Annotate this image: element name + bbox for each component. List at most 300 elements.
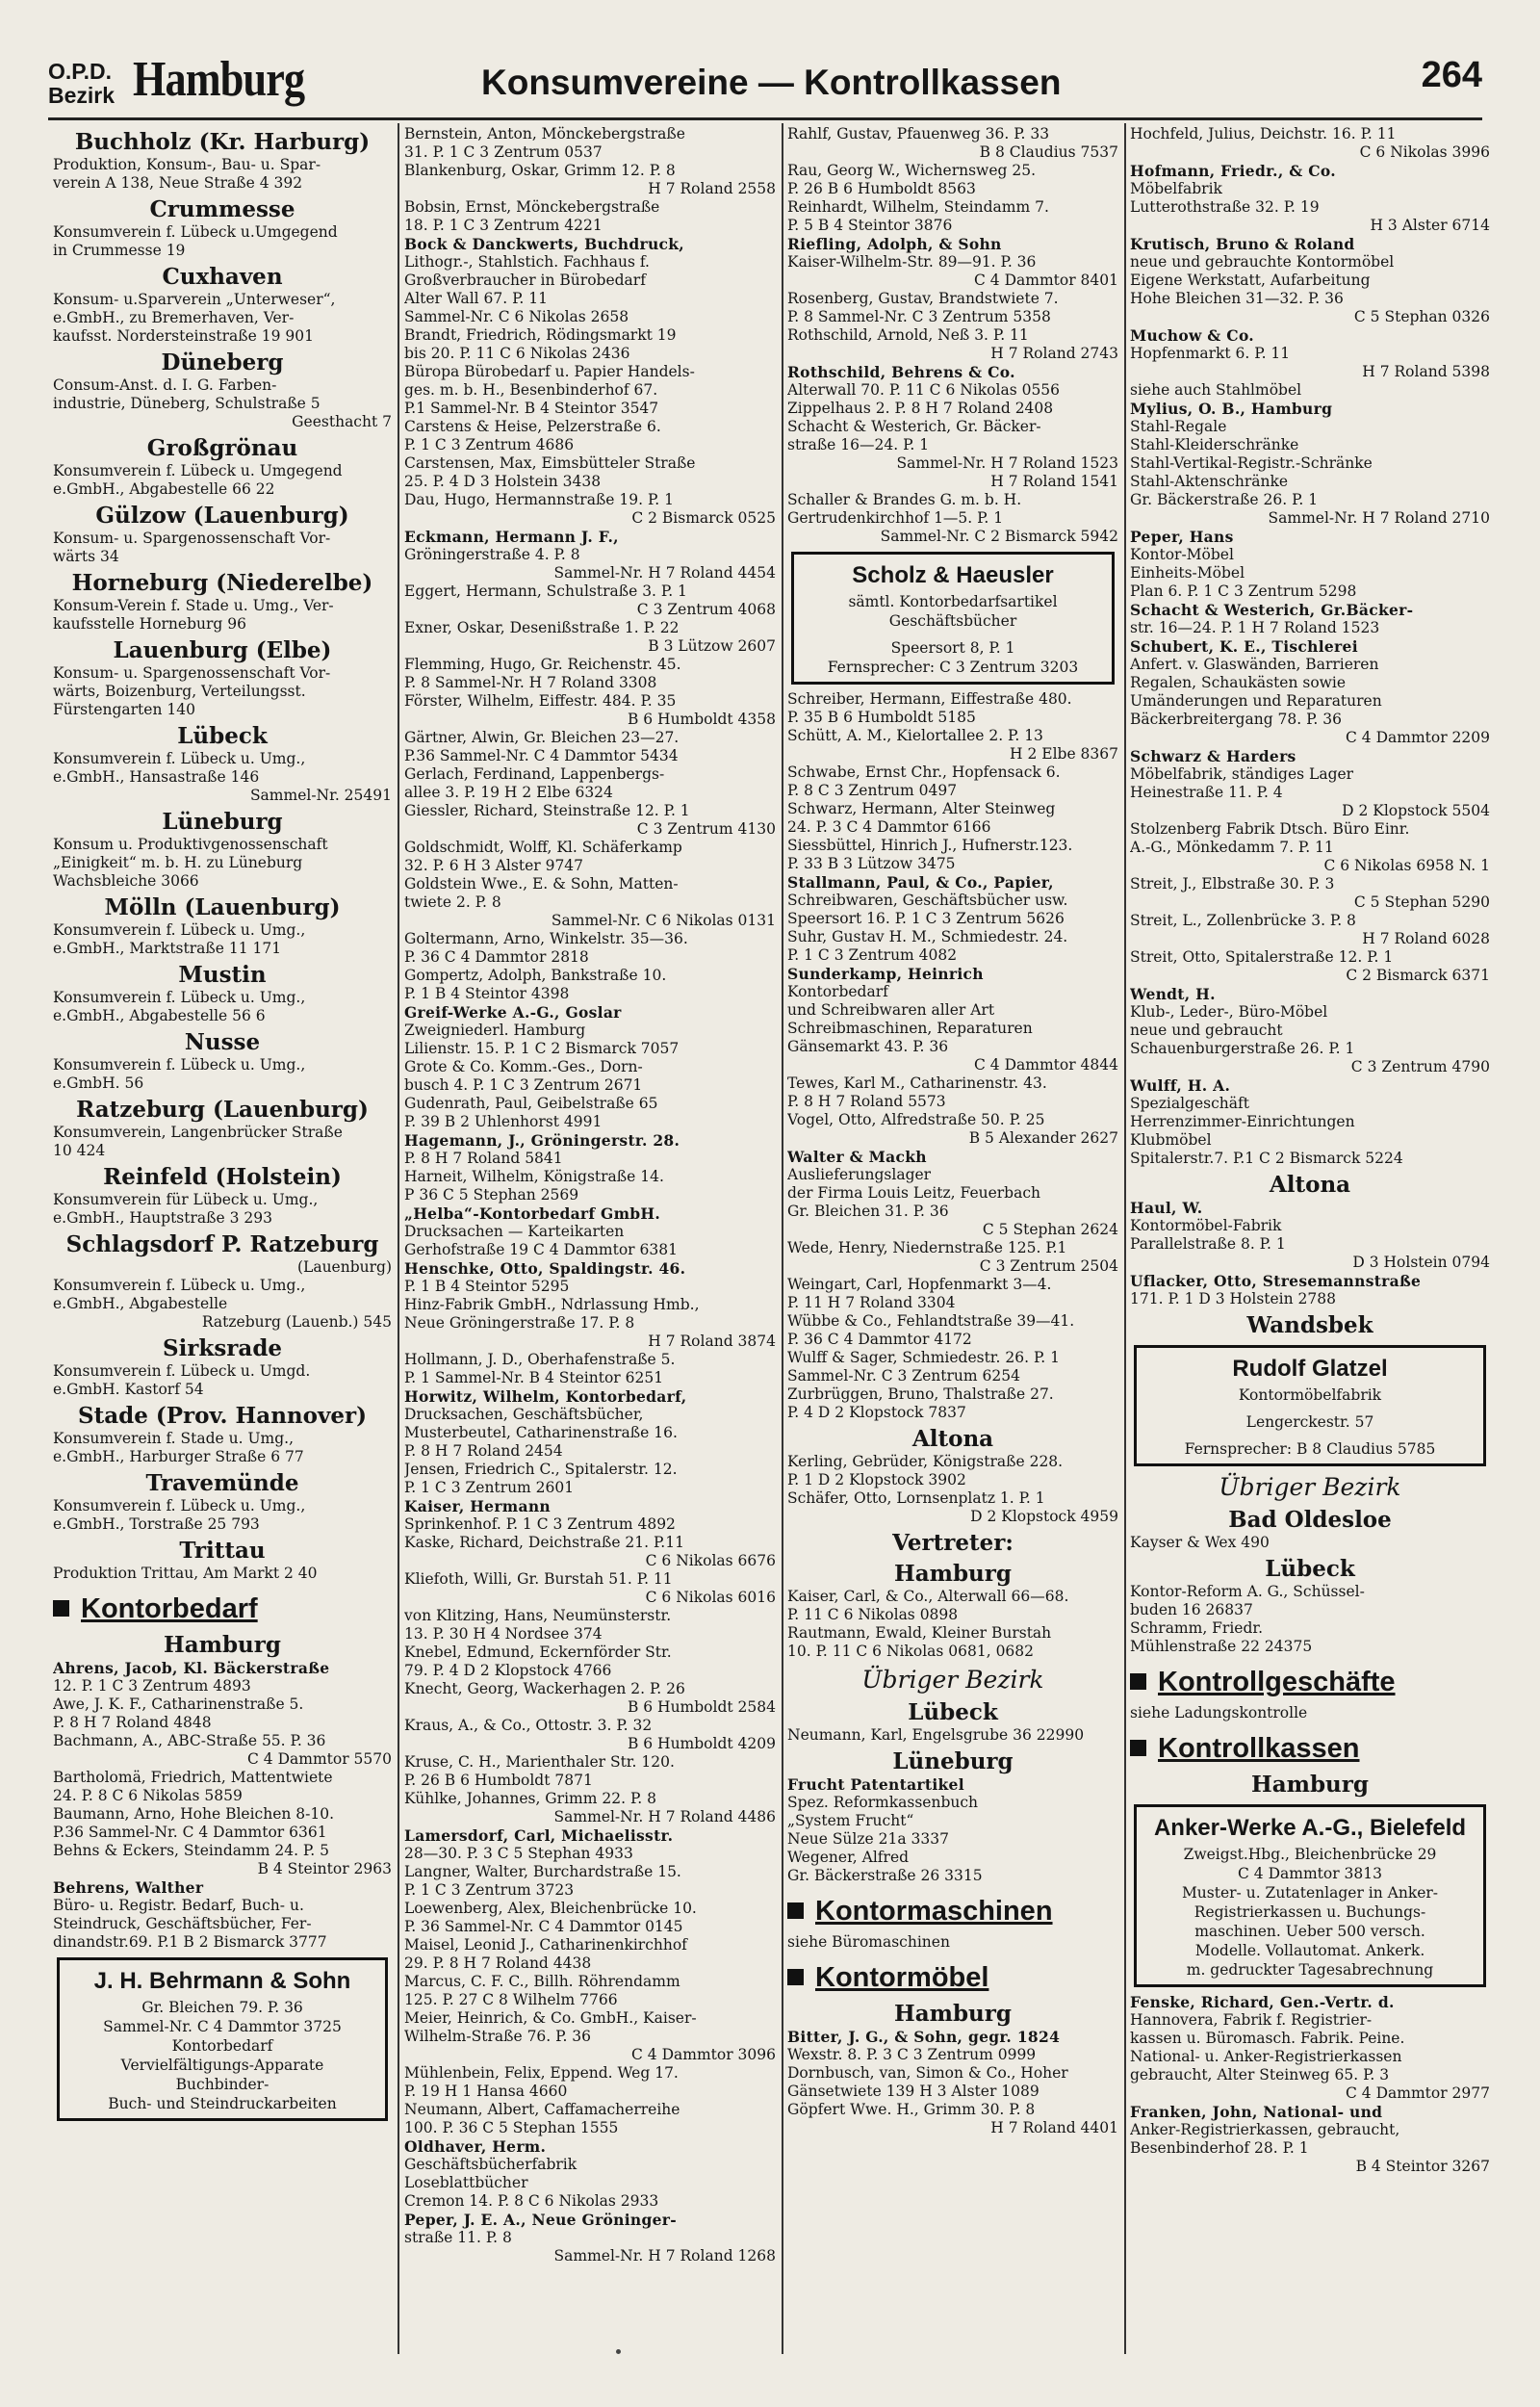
phone-line: C 6 Nikolas 6676	[645, 1552, 776, 1569]
region-heading: Übriger Bezirk	[1219, 1473, 1401, 1501]
entry-line: Streit, J., Elbstraße 30. P. 3	[1130, 875, 1335, 893]
entry-line: e.GmbH., Marktstraße 11 171	[53, 940, 282, 957]
entry-line: 28—30. P. 3 C 5 Stephan 4933	[404, 1845, 633, 1862]
entry-line: Lutterothstraße 32. P. 19	[1130, 198, 1320, 216]
column-4	[1130, 125, 1490, 2354]
phone-line: H 7 Roland 6028	[1362, 930, 1490, 947]
advertisement-line	[1146, 1432, 1474, 1439]
section-title: Kontrollkassen	[1158, 1733, 1360, 1764]
phone-line: C 2 Bismarck 0525	[631, 509, 776, 527]
entry-line: P. 8 Sammel-Nr. H 7 Roland 3308	[404, 674, 657, 691]
entry-line: P. 11 H 7 Roland 3304	[787, 1294, 956, 1311]
entry-line: Gertrudenkirchhof 1—5. P. 1	[787, 509, 1004, 527]
entry-line: 125. P. 27 C 8 Wilhelm 7766	[404, 1991, 618, 2008]
firm-name: Schwarz & Harders	[1130, 747, 1296, 765]
entry-line: Kruse, C. H., Marienthaler Str. 120.	[404, 1753, 675, 1771]
advertisement-line: m. gedruckter Tagesabrechnung	[1186, 1961, 1434, 1979]
entry-line: Hopfenmarkt 6. P. 11	[1130, 345, 1291, 362]
entry-line: Consum-Anst. d. I. G. Farben-	[53, 376, 277, 394]
firm-name: Lamersdorf, Carl, Michaelisstr.	[404, 1826, 674, 1845]
entry-line: Schaller & Brandes G. m. b. H.	[787, 491, 1022, 508]
phone-line: C 4 Dammtor 5570	[247, 1750, 392, 1768]
entry-line: P. 8 C 3 Zentrum 0497	[787, 782, 958, 799]
phone-line: D 2 Klopstock 4959	[970, 1508, 1118, 1525]
entry-line: twiete 2. P. 8	[404, 893, 501, 911]
place-heading: Lübeck	[177, 723, 268, 749]
entry-line: Bäckerbreitergang 78. P. 36	[1130, 711, 1342, 728]
entry-line: Zippelhaus 2. P. 8 H 7 Roland 2408	[787, 400, 1054, 417]
entry-line: gebraucht, Alter Steinweg 65. P. 3	[1130, 2066, 1390, 2083]
entry-line: Einheits-Möbel	[1130, 564, 1245, 582]
entry-line: Harneit, Wilhelm, Königstraße 14.	[404, 1168, 664, 1185]
entry-line: 18. P. 1 C 3 Zentrum 4221	[404, 217, 603, 234]
section-square-icon	[1130, 1673, 1146, 1690]
entry-line: siehe Ladungskontrolle	[1130, 1704, 1308, 1721]
entry-line: Exner, Oskar, Desenißstraße 1. P. 22	[404, 619, 680, 636]
firm-name: Eckmann, Hermann J. F.,	[404, 528, 619, 546]
entry-line: Rothschild, Arnold, Neß 3. P. 11	[787, 326, 1029, 344]
entry-line: Gerlach, Ferdinand, Lappenbergs-	[404, 765, 665, 783]
advertisement-name: J. H. Behrmann & Sohn	[93, 1968, 351, 1994]
section-heading	[1130, 1664, 1490, 1700]
entry-line: Meier, Heinrich, & Co. GmbH., Kaiser-	[404, 2009, 697, 2027]
entry-line: 10 424	[53, 1142, 106, 1159]
entry-line: von Klitzing, Hans, Neumünsterstr.	[404, 1607, 672, 1624]
entry-line: Suhr, Gustav H. M., Schmiedestr. 24.	[787, 928, 1068, 945]
phone-line: H 7 Roland 2558	[648, 180, 776, 197]
entry-line: Konsum- u. Spargenossenschaft Vor-	[53, 530, 331, 547]
phone-line: B 5 Alexander 2627	[968, 1129, 1118, 1147]
column-divider	[398, 123, 399, 2354]
entry-line: Konsumverein f. Lübeck u. Umg.,	[53, 989, 306, 1006]
phone-line: B 4 Steintor 2963	[257, 1860, 392, 1877]
phone-line: Sammel-Nr. H 7 Roland 1268	[553, 2247, 776, 2265]
entry-line: 12. P. 1 C 3 Zentrum 4893	[53, 1677, 251, 1695]
entry-line: buden 16 26837	[1130, 1601, 1253, 1618]
entry-line: Geschäftsbücherfabrik	[404, 2156, 578, 2173]
entry-line: Kliefoth, Willi, Gr. Burstah 51. P. 11	[404, 1570, 673, 1588]
entry-line: Auslieferungslager	[787, 1166, 932, 1183]
entry-line: Wulff & Sager, Schmiedestr. 26. P. 1	[787, 1349, 1060, 1366]
entry-line: Rosenberg, Gustav, Brandstwiete 7.	[787, 290, 1059, 307]
phone-line: C 3 Zentrum 4790	[1350, 1058, 1490, 1075]
entry-line: Neumann, Albert, Caffamacherreihe	[404, 2101, 680, 2118]
entry-line: Gröningerstraße 4. P. 8	[404, 546, 580, 563]
column-1	[53, 125, 392, 2354]
entry-line: Konsumverein f. Stade u. Umg.,	[53, 1430, 295, 1447]
column-divider	[1124, 123, 1126, 2354]
phone-line: H 7 Roland 1541	[990, 473, 1118, 490]
entry-line: P. 8 H 7 Roland 4848	[53, 1714, 212, 1731]
entry-line: Herrenzimmer-Einrichtungen	[1130, 1113, 1355, 1130]
advertisement-name: Rudolf Glatzel	[1232, 1356, 1388, 1382]
firm-name: Krutisch, Bruno & Roland	[1130, 235, 1355, 253]
entry-line: P. 1 D 2 Klopstock 3902	[787, 1471, 966, 1488]
firm-name: Peper, J. E. A., Neue Gröninger-	[404, 2211, 677, 2229]
advertisement-line: Buchbinder-	[175, 2076, 270, 2093]
entry-line: 13. P. 30 H 4 Nordsee 374	[404, 1625, 603, 1643]
entry-line: Produktion, Konsum-, Bau- u. Spar-	[53, 156, 321, 173]
entry-line: P. 1 C 3 Zentrum 4082	[787, 946, 958, 964]
entry-line: Klub-, Leder-, Büro-Möbel	[1130, 1003, 1328, 1021]
entry-line: Regalen, Schaukästen sowie	[1130, 674, 1347, 691]
firm-name: Riefling, Adolph, & Sohn	[787, 235, 1002, 253]
entry-line: der Firma Louis Leitz, Feuerbach	[787, 1184, 1041, 1202]
entry-line: Neumann, Karl, Engelsgrube 36 22990	[787, 1726, 1085, 1744]
entry-line: Konsumverein f. Lübeck u. Umg.,	[53, 1056, 306, 1074]
entry-line: kaufsst. Nordersteinstraße 19 901	[53, 327, 314, 345]
entry-line: e.GmbH., Torstraße 25 793	[53, 1515, 260, 1533]
section-square-icon	[1130, 1740, 1146, 1756]
print-speck	[616, 2349, 621, 2354]
entry-line: ges. m. b. H., Besenbinderhof 67.	[404, 381, 658, 399]
entry-line: Kaiser-Wilhelm-Str. 89—91. P. 36	[787, 253, 1037, 271]
entry-line: Eigene Werkstatt, Aufarbeitung	[1130, 272, 1371, 289]
entry-line: Großverbraucher in Bürobedarf	[404, 272, 646, 289]
entry-line: e.GmbH., Hauptstraße 3 293	[53, 1209, 272, 1227]
advertisement-line: Muster- u. Zutatenlager in Anker-	[1181, 1884, 1439, 1902]
advertisement-line: Kontormöbelfabrik	[1238, 1386, 1382, 1404]
advertisement-line: Modelle. Vollautomat. Ankerk.	[1194, 1942, 1425, 1959]
entry-line: Parallelstraße 8. P. 1	[1130, 1235, 1286, 1253]
entry-line: Hohe Bleichen 31—32. P. 36	[1130, 290, 1344, 307]
section-title: Kontorbedarf	[81, 1593, 258, 1624]
entry-line: Sammel-Nr. C 6 Nikolas 2658	[404, 308, 629, 325]
entry-line: P. 5 B 4 Steintor 3876	[787, 217, 953, 234]
entry-line: Langner, Walter, Burchardstraße 15.	[404, 1863, 681, 1880]
entry-line: Marcus, C. F. C., Billh. Röhrendamm	[404, 1973, 680, 1990]
entry-line: Hollmann, J. D., Oberhafenstraße 5.	[404, 1351, 676, 1368]
entry-line: P. 1 B 4 Steintor 4398	[404, 985, 570, 1002]
entry-line: Flemming, Hugo, Gr. Reichenstr. 45.	[404, 656, 681, 673]
phone-line: C 6 Nikolas 6016	[645, 1589, 776, 1606]
phone-line: C 4 Dammtor 3096	[631, 2046, 776, 2063]
entry-line: e.GmbH. 56	[53, 1074, 144, 1092]
entry-line: e.GmbH., zu Bremerhaven, Ver-	[53, 309, 295, 326]
entry-line: Schacht & Westerich, Gr. Bäcker-	[787, 418, 1041, 435]
entry-line: Kontor-Reform A. G., Schüssel-	[1130, 1583, 1365, 1600]
phone-line: C 3 Zentrum 2504	[979, 1257, 1118, 1275]
place-heading: Gülzow (Lauenburg)	[95, 503, 349, 529]
entry-line: Heinestraße 11. P. 4	[1130, 784, 1283, 801]
entry-line: Kayser & Wex 490	[1130, 1534, 1270, 1551]
section-heading	[1130, 1730, 1490, 1767]
entry-line: Dornbusch, van, Simon & Co., Hoher	[787, 2064, 1068, 2082]
entry-line: e.GmbH., Harburger Straße 6 77	[53, 1448, 304, 1465]
advertisement-line: Zweigst.Hbg., Bleichenbrücke 29	[1183, 1846, 1437, 1863]
advertisement-line: Speersort 8, P. 1	[890, 639, 1015, 657]
advertisement-line: sämtl. Kontorbedarfsartikel	[848, 593, 1058, 610]
entry-line: Hannovera, Fabrik f. Registrier-	[1130, 2011, 1373, 2029]
entry-line: Goltermann, Arno, Winkelstr. 35—36.	[404, 930, 688, 947]
bezirk-label: Bezirk	[48, 83, 116, 108]
advertisement-line: Gr. Bleichen 79. P. 36	[141, 1999, 303, 2016]
section-heading	[787, 1893, 1118, 1929]
entry-line: 32. P. 6 H 3 Alster 9747	[404, 857, 584, 874]
entry-line: Neue Sülze 21a 3337	[787, 1830, 949, 1848]
phone-line: H 7 Roland 2743	[990, 345, 1118, 362]
entry-line: Maisel, Leonid J., Catharinenkirchhof	[404, 1936, 687, 1954]
entry-line: Konsumverein, Langenbrücker Straße	[53, 1124, 343, 1141]
phone-line: B 3 Lützow 2607	[648, 637, 776, 655]
entry-line: Wegener, Alfred	[787, 1849, 910, 1866]
entry-line: 25. P. 4 D 3 Holstein 3438	[404, 473, 602, 490]
entry-line: 100. P. 36 C 5 Stephan 1555	[404, 2119, 619, 2136]
entry-line: Möbelfabrik	[1130, 180, 1222, 197]
entry-line: Wachsbleiche 3066	[53, 872, 199, 890]
firm-name: Henschke, Otto, Spaldingstr. 46.	[404, 1259, 686, 1278]
entry-line: Schreibmaschinen, Reparaturen	[787, 1020, 1033, 1037]
firm-name: Bitter, J. G., & Sohn, gegr. 1824	[787, 2028, 1061, 2046]
entry-line: Konsum-Verein f. Stade u. Umg., Ver-	[53, 597, 334, 614]
entry-line: P. 8 H 7 Roland 5573	[787, 1093, 946, 1110]
firm-name: Behrens, Walther	[53, 1878, 204, 1897]
entry-line: Förster, Wilhelm, Eiffestr. 484. P. 35	[404, 692, 677, 710]
page-header	[48, 50, 1482, 120]
entry-line: Loewenberg, Alex, Bleichenbrücke 10.	[404, 1900, 697, 1917]
entry-line: bis 20. P. 11 C 6 Nikolas 2436	[404, 345, 630, 362]
entry-line: Drucksachen — Karteikarten	[404, 1223, 625, 1240]
entry-line: str. 16—24. P. 1 H 7 Roland 1523	[1130, 619, 1380, 636]
entry-line: Bernstein, Anton, Mönckebergstraße	[404, 125, 685, 142]
firm-name: Frucht Patentartikel	[787, 1775, 964, 1794]
advertisement-name: Scholz & Haeusler	[852, 562, 1054, 588]
phone-line: C 6 Nikolas 6958 N. 1	[1323, 857, 1490, 874]
advertisement-line: Geschäftsbücher	[888, 612, 1017, 630]
entry-line: P. 8 H 7 Roland 5841	[404, 1150, 563, 1167]
entry-line: Stahl-Aktenschränke	[1130, 473, 1289, 490]
entry-line: 24. P. 8 C 6 Nikolas 5859	[53, 1787, 243, 1804]
place-heading: Lüneburg	[162, 809, 283, 835]
entry-line: 10. P. 11 C 6 Nikolas 0681, 0682	[787, 1643, 1035, 1660]
place-heading: Großgrönau	[146, 435, 298, 461]
entry-line: P. 11 C 6 Nikolas 0898	[787, 1606, 959, 1623]
phone-line: C 4 Dammtor 2209	[1346, 729, 1490, 746]
entry-line: siehe auch Stahlmöbel	[1130, 381, 1302, 399]
entry-line: und Schreibwaren aller Art	[787, 1001, 995, 1019]
entry-line: Gr. Bäckerstraße 26 3315	[787, 1867, 983, 1884]
firm-name: Wendt, H.	[1130, 985, 1216, 1003]
entry-line: Konsumverein f. Lübeck u.Umgegend	[53, 223, 338, 241]
entry-line: 79. P. 4 D 2 Klopstock 4766	[404, 1662, 612, 1679]
entry-line: Anker-Registrierkassen, gebraucht,	[1130, 2121, 1400, 2138]
place-heading: Lübeck	[1265, 1556, 1355, 1582]
entry-line: Gr. Bleichen 31. P. 36	[787, 1203, 949, 1220]
phone-line: C 5 Stephan 2624	[982, 1221, 1118, 1238]
advertisement-line: Sammel-Nr. C 4 Dammtor 3725	[103, 2018, 342, 2035]
entry-line: Bobsin, Ernst, Mönckebergstraße	[404, 198, 660, 216]
section-title: Kontrollgeschäfte	[1158, 1667, 1396, 1697]
entry-line: Goldschmidt, Wolff, Kl. Schäferkamp	[404, 839, 682, 856]
entry-line: Konsumverein f. Lübeck u. Umg.,	[53, 750, 306, 767]
phone-line: Ratzeburg (Lauenb.) 545	[201, 1313, 392, 1331]
entry-line: Konsumverein f. Lübeck u. Umgegend	[53, 462, 343, 479]
entry-line: Hinz-Fabrik GmbH., Ndrlassung Hmb.,	[404, 1296, 700, 1313]
place-heading: Sirksrade	[162, 1335, 283, 1361]
phone-line: H 7 Roland 5398	[1362, 363, 1490, 380]
firm-name: Kaiser, Hermann	[404, 1497, 551, 1515]
advertisement-line: Fernsprecher: B 8 Claudius 5785	[1184, 1440, 1436, 1458]
phone-line: H 7 Roland 3874	[648, 1333, 776, 1350]
entry-line: straße 16—24. P. 1	[787, 436, 930, 453]
section-heading	[787, 1959, 1118, 1996]
firm-name: Horwitz, Wilhelm, Kontorbedarf,	[404, 1387, 687, 1406]
firm-name: Greif-Werke A.-G., Goslar	[404, 1003, 622, 1022]
entry-line: Alterwall 70. P. 11 C 6 Nikolas 0556	[787, 381, 1061, 399]
entry-line: P. 1 C 3 Zentrum 2601	[404, 1479, 575, 1496]
firm-name: Uflacker, Otto, Stresemannstraße	[1130, 1272, 1422, 1290]
entry-line: e.GmbH., Abgabestelle 66 22	[53, 480, 275, 498]
entry-line: Kerling, Gebrüder, Königstraße 228.	[787, 1453, 1064, 1470]
firm-name: „Helba“-Kontorbedarf GmbH.	[404, 1204, 661, 1223]
entry-line: Gompertz, Adolph, Bankstraße 10.	[404, 967, 667, 984]
entry-line: Drucksachen, Geschäftsbücher,	[404, 1406, 644, 1423]
entry-line: 29. P. 8 H 7 Roland 4438	[404, 1954, 592, 1972]
phone-line: C 5 Stephan 0326	[1353, 308, 1490, 325]
entry-line: P. 33 B 3 Lützow 3475	[787, 855, 956, 872]
section-heading	[53, 1591, 392, 1627]
entry-line: Besenbinderhof 28. P. 1	[1130, 2139, 1309, 2157]
entry-line: wärts, Boizenburg, Verteilungsst.	[53, 683, 306, 700]
section-square-icon	[787, 1969, 804, 1985]
entry-line: e.GmbH., Abgabestelle 56 6	[53, 1007, 266, 1024]
firm-name: Franken, John, National- und	[1130, 2103, 1383, 2121]
phone-line: C 4 Dammtor 8401	[974, 272, 1118, 289]
place-heading: Bad Oldesloe	[1228, 1507, 1392, 1533]
phone-line: Sammel-Nr. C 6 Nikolas 0131	[551, 912, 776, 929]
entry-line: Blankenburg, Oskar, Grimm 12. P. 8	[404, 162, 676, 179]
entry-line: neue und gebraucht	[1130, 1022, 1283, 1039]
entry-line: dinandstr.69. P.1 B 2 Bismarck 3777	[53, 1933, 327, 1951]
entry-line: P. 36 Sammel-Nr. C 4 Dammtor 0145	[404, 1918, 683, 1935]
phone-line: C 5 Stephan 5290	[1353, 893, 1490, 911]
firm-name: Oldhaver, Herm.	[404, 2137, 547, 2156]
advertisement-name: Anker-Werke A.-G., Bielefeld	[1153, 1815, 1467, 1841]
phone-line: Sammel-Nr. H 7 Roland 4454	[553, 564, 776, 582]
entry-line: Carstensen, Max, Eimsbütteler Straße	[404, 454, 696, 472]
entry-line: Wede, Henry, Niedernstraße 125. P.1	[787, 1239, 1067, 1256]
entry-line: Kaiser, Carl, & Co., Alterwall 66—68.	[787, 1588, 1069, 1605]
section-title: Kontormöbel	[815, 1962, 989, 1993]
entry-line: Sprinkenhof. P. 1 C 3 Zentrum 4892	[404, 1515, 676, 1533]
entry-line: Kontorbedarf	[787, 983, 888, 1000]
firm-name: Wulff, H. A.	[1130, 1076, 1231, 1095]
place-heading: Vertreter:	[892, 1530, 1014, 1556]
entry-line: Rahlf, Gustav, Pfauenweg 36. P. 33	[787, 125, 1050, 142]
place-heading: Mölln (Lauenburg)	[104, 894, 341, 920]
entry-line: e.GmbH., Abgabestelle	[53, 1295, 228, 1312]
phone-line: D 2 Klopstock 5504	[1342, 802, 1490, 819]
entry-line: Kontor-Möbel	[1130, 546, 1234, 563]
entry-line: Stahl-Regale	[1130, 418, 1227, 435]
firm-name: Walter & Mackh	[787, 1148, 927, 1166]
phone-line: C 2 Bismarck 6371	[1346, 967, 1490, 984]
phone-line: (Lauenburg)	[296, 1258, 392, 1276]
entry-line: Konsum- u.Sparverein „Unterweser“,	[53, 291, 336, 308]
entry-line: Konsumverein für Lübeck u. Umg.,	[53, 1191, 319, 1208]
entry-line: Siessbüttel, Hinrich J., Hufnerstr.123.	[787, 837, 1073, 854]
section-square-icon	[787, 1902, 804, 1919]
firm-name: Stallmann, Paul, & Co., Papier,	[787, 873, 1054, 892]
entry-line: Vogel, Otto, Alfredstraße 50. P. 25	[787, 1111, 1045, 1128]
entry-line: 171. P. 1 D 3 Holstein 2788	[1130, 1290, 1336, 1307]
entry-line: neue und gebrauchte Kontormöbel	[1130, 253, 1395, 271]
entry-line: Konsumverein f. Lübeck u. Umg.,	[53, 921, 306, 939]
advertisement-line: Registrierkassen u. Buchungs-	[1194, 1903, 1426, 1921]
entry-line: Rau, Georg W., Wichernsweg 25.	[787, 162, 1036, 179]
entry-line: Rautmann, Ewald, Kleiner Burstah	[787, 1624, 1052, 1642]
firm-name: Ahrens, Jacob, Kl. Bäckerstraße	[53, 1659, 330, 1677]
place-heading: Schlagsdorf P. Ratzeburg	[65, 1231, 379, 1257]
entry-line: Wübbe & Co., Fehlandtstraße 39—41.	[787, 1312, 1075, 1330]
entry-line: Spezialgeschäft	[1130, 1095, 1249, 1112]
entry-line: Kontormöbel-Fabrik	[1130, 1217, 1282, 1234]
advertisement-box	[1134, 1345, 1486, 1466]
entry-line: P. 1 C 3 Zentrum 3723	[404, 1881, 575, 1899]
entry-line: Bachmann, A., ABC-Straße 55. P. 36	[53, 1732, 326, 1749]
phone-line: B 6 Humboldt 4358	[627, 711, 776, 728]
firm-name: Rothschild, Behrens & Co.	[787, 363, 1015, 381]
entry-line: Stahl-Kleiderschränke	[1130, 436, 1299, 453]
advertisement-line: Lengerckestr. 57	[1245, 1413, 1374, 1431]
place-heading: Wandsbek	[1246, 1312, 1373, 1338]
advertisement-line: Vervielfältigungs-Apparate	[120, 2057, 324, 2074]
entry-line: Streit, L., Zollenbrücke 3. P. 8	[1130, 912, 1356, 929]
entry-line: 31. P. 1 C 3 Zentrum 0537	[404, 143, 603, 161]
entry-line: e.GmbH. Kastorf 54	[53, 1381, 204, 1398]
entry-line: Göpfert Wwe. H., Grimm 30. P. 8	[787, 2101, 1036, 2118]
entry-line: Konsum- u. Spargenossenschaft Vor-	[53, 664, 331, 682]
region-heading: Übriger Bezirk	[861, 1666, 1044, 1694]
city-name: Hamburg	[133, 52, 305, 107]
district-label	[48, 60, 115, 108]
entry-line: Büro- u. Registr. Bedarf, Buch- u.	[53, 1897, 304, 1914]
entry-line: Kühlke, Johannes, Grimm 22. P. 8	[404, 1790, 656, 1807]
place-heading: Crummesse	[149, 196, 295, 222]
place-heading: Travemünde	[145, 1470, 299, 1496]
entry-line: P. 36 C 4 Dammtor 2818	[404, 948, 589, 966]
entry-line: Möbelfabrik, ständiges Lager	[1130, 765, 1354, 783]
place-heading: Ratzeburg (Lauenburg)	[76, 1097, 369, 1123]
entry-line: Schütt, A. M., Kielortallee 2. P. 13	[787, 727, 1043, 744]
entry-line: Alter Wall 67. P. 11	[404, 290, 548, 307]
entry-line: P. 8 H 7 Roland 2454	[404, 1442, 563, 1460]
entry-line: Behns & Eckers, Steindamm 24. P. 5	[53, 1842, 329, 1859]
entry-line: e.GmbH., Hansastraße 146	[53, 768, 260, 786]
entry-line: Loseblattbücher	[404, 2174, 528, 2191]
entry-line: Büropa Bürobedarf u. Papier Handels-	[404, 363, 695, 380]
entry-line: in Crummesse 19	[53, 242, 186, 259]
entry-line: P 36 C 5 Stephan 2569	[404, 1186, 579, 1204]
place-heading: Lübeck	[908, 1699, 998, 1725]
place-heading: Düneberg	[161, 349, 284, 375]
place-heading: Hamburg	[894, 2001, 1012, 2027]
phone-line: Sammel-Nr. H 7 Roland 1523	[896, 454, 1118, 472]
place-heading: Hamburg	[164, 1632, 281, 1658]
place-heading: Hamburg	[894, 1561, 1012, 1587]
entry-line: Zweigniederl. Hamburg	[404, 1022, 586, 1039]
entry-line: Schramm, Friedr.	[1130, 1619, 1264, 1637]
entry-line: P. 35 B 6 Humboldt 5185	[787, 709, 976, 726]
entry-line: industrie, Düneberg, Schulstraße 5	[53, 395, 321, 412]
entry-line: Goldstein Wwe., E. & Sohn, Matten-	[404, 875, 679, 893]
phone-line: Geesthacht 7	[292, 413, 392, 430]
advertisement-line: maschinen. Ueber 500 versch.	[1194, 1923, 1425, 1940]
entry-line: P. 26 B 6 Humboldt 8563	[787, 180, 976, 197]
phone-line: C 6 Nikolas 3996	[1359, 143, 1490, 161]
phone-line: C 4 Dammtor 4844	[974, 1056, 1118, 1074]
place-heading: Horneburg (Niederelbe)	[71, 570, 373, 596]
